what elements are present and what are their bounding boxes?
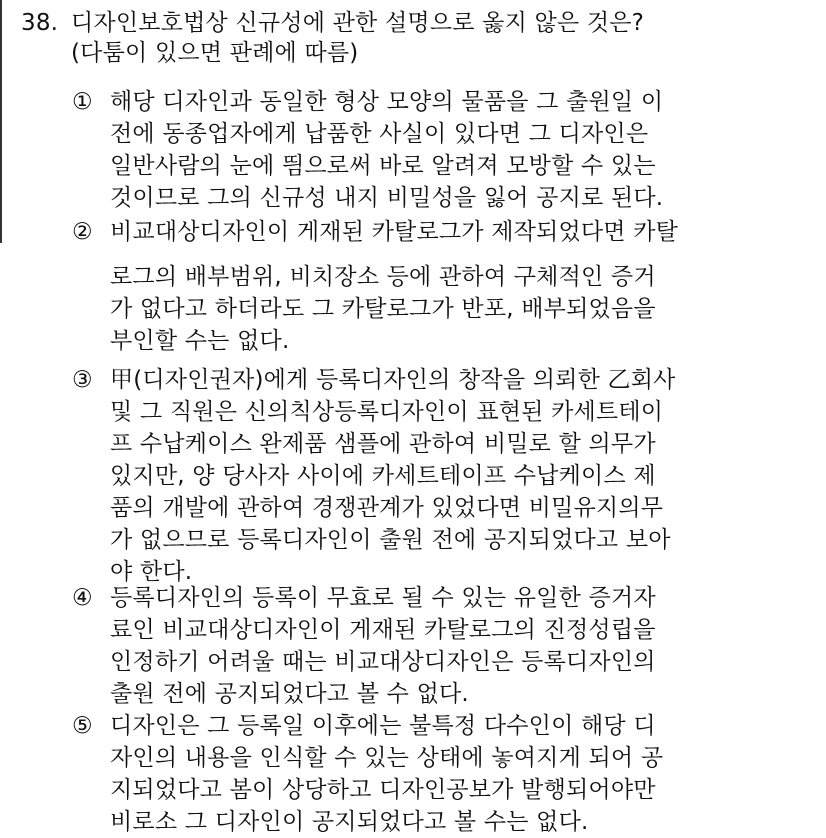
- option-5[interactable]: [72, 710, 772, 838]
- option-2-line: 로그의 배부범위, 비치장소 등에 관하여 구체적인 증거: [110, 264, 656, 290]
- question-note: (다툼이 있으면 판례에 따름): [71, 40, 359, 66]
- question-line-1: [21, 8, 811, 38]
- question-stem: 디자인보호법상 신규성에 관한 설명으로 옳지 않은 것은?: [71, 10, 645, 36]
- option-5-line: 자인의 내용을 인식할 수 있는 상태에 놓여지게 되어 공: [110, 745, 664, 771]
- option-5-line: 디자인은 그 등록일 이후에는 불특정 다수인이 해당 디: [110, 713, 656, 739]
- option-4-line: 인정하기 어려울 때는 비교대상디자인은 등록디자인의: [110, 649, 656, 675]
- option-4-line: 출원 전에 공지되었다고 볼 수 없다.: [110, 681, 469, 707]
- option-5-line: 지되었다고 봄이 상당하고 디자인공보가 발행되어야만: [110, 777, 656, 803]
- option-3-line: 甲(디자인권자)에게 등록디자인의 창작을 의뢰한 乙회사: [110, 367, 676, 393]
- option-4-line: 등록디자인의 등록이 무효로 될 수 있는 유일한 증거자: [110, 585, 656, 611]
- option-4-line: 료인 비교대상디자인이 게재된 카탈로그의 진정성립을: [110, 617, 656, 643]
- option-1[interactable]: [72, 86, 772, 214]
- question-number: 38.: [21, 10, 59, 36]
- option-4-marker: ④: [72, 585, 93, 611]
- option-1-line: 것이므로 그의 신규성 내지 비밀성을 잃어 공지로 된다.: [110, 185, 664, 211]
- option-1-line: 일반사람의 눈에 띔으로써 바로 알려져 모방할 수 있는: [110, 153, 656, 179]
- option-1-line: 해당 디자인과 동일한 형상 모양의 물품을 그 출원일 이: [110, 89, 664, 115]
- option-3-marker: ③: [72, 367, 93, 393]
- option-2[interactable]: [72, 216, 772, 357]
- option-2-line: 비교대상디자인이 게재된 카탈로그가 제작되었다면 카탈: [110, 219, 679, 245]
- option-4[interactable]: [72, 582, 772, 710]
- option-3-line: 프 수납케이스 완제품 샘플에 관하여 비밀로 할 의무가: [110, 431, 656, 457]
- option-5-marker: ⑤: [72, 713, 93, 739]
- left-margin-rule: [0, 0, 2, 243]
- option-3-line: 및 그 직원은 신의칙상등록디자인이 표현된 카세트테이: [110, 399, 664, 425]
- option-3-line: 품의 개발에 관하여 경쟁관계가 있었다면 비밀유지의무: [110, 495, 664, 521]
- option-2-marker: ②: [72, 219, 93, 245]
- question-header: [21, 8, 811, 68]
- option-2-line: 가 없다고 하더라도 그 카탈로그가 반포, 배부되었음을: [110, 296, 656, 322]
- option-3[interactable]: [72, 364, 772, 588]
- option-3-line: 가 없으므로 등록디자인이 출원 전에 공지되었다고 보아: [110, 527, 671, 553]
- option-3-line: 있지만, 양 당사자 사이에 카세트테이프 수납케이스 제: [110, 463, 656, 489]
- option-5-line: 비로소 그 디자인이 공지되었다고 볼 수는 없다.: [110, 809, 589, 835]
- option-3-line: 야 한다.: [110, 559, 193, 585]
- option-1-marker: ①: [72, 89, 93, 115]
- option-1-line: 전에 동종업자에게 납품한 사실이 있다면 그 디자인은: [110, 121, 649, 147]
- option-2-line: 부인할 수는 없다.: [110, 328, 290, 354]
